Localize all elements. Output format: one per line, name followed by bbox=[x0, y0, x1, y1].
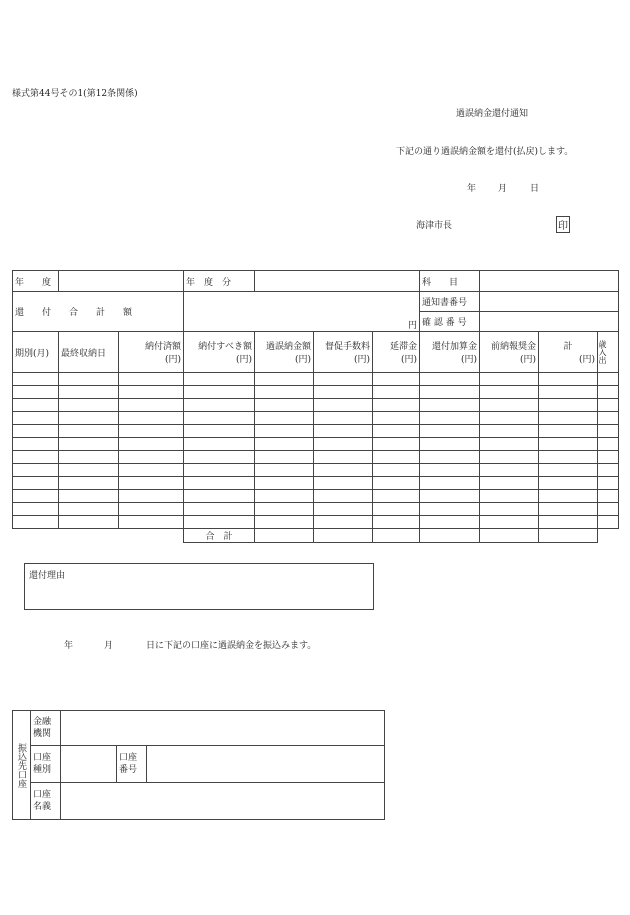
col-paid: 納付済額 (円) bbox=[119, 332, 184, 373]
table-cell[interactable] bbox=[13, 503, 59, 516]
table-row bbox=[13, 516, 619, 529]
table-row bbox=[13, 412, 619, 425]
table-cell[interactable] bbox=[598, 412, 619, 425]
table-cell[interactable] bbox=[184, 412, 255, 425]
table-cell[interactable] bbox=[184, 464, 255, 477]
total-blank-2 bbox=[598, 529, 619, 543]
issuer-name: 海津市長 bbox=[416, 221, 453, 231]
table-cell[interactable] bbox=[184, 503, 255, 516]
table-cell[interactable] bbox=[13, 425, 59, 438]
total-sum[interactable] bbox=[539, 529, 598, 543]
table-cell[interactable] bbox=[119, 412, 184, 425]
col-due: 納付すべき額 (円) bbox=[184, 332, 255, 373]
table-cell[interactable] bbox=[184, 386, 255, 399]
table-cell[interactable] bbox=[255, 386, 314, 399]
table-cell[interactable] bbox=[13, 516, 59, 529]
table-cell[interactable] bbox=[184, 451, 255, 464]
table-cell[interactable] bbox=[314, 412, 373, 425]
table-cell[interactable] bbox=[480, 490, 539, 503]
col-fee: 督促手数料 (円) bbox=[314, 332, 373, 373]
table-cell[interactable] bbox=[255, 516, 314, 529]
table-cell[interactable] bbox=[119, 503, 184, 516]
refund-reason-box[interactable] bbox=[24, 563, 374, 610]
table-cell[interactable] bbox=[314, 438, 373, 451]
yen-unit: 円 bbox=[407, 321, 417, 331]
table-cell[interactable] bbox=[184, 399, 255, 412]
transfer-account-label: 振込先口座 bbox=[13, 711, 31, 820]
date-day: 日 bbox=[530, 184, 540, 194]
table-cell[interactable] bbox=[314, 451, 373, 464]
table-cell[interactable] bbox=[119, 451, 184, 464]
col-period: 期別(月) bbox=[13, 332, 59, 373]
institution-label: 金融機関 bbox=[31, 711, 61, 746]
total-label: 合 計 bbox=[184, 529, 255, 543]
table-cell[interactable] bbox=[59, 438, 119, 451]
table-cell[interactable] bbox=[255, 399, 314, 412]
table-cell[interactable] bbox=[119, 425, 184, 438]
table-row bbox=[13, 477, 619, 490]
col-revenue: 歳入出 bbox=[598, 332, 619, 373]
table-cell[interactable] bbox=[480, 412, 539, 425]
table-cell[interactable] bbox=[184, 425, 255, 438]
account-number-value[interactable] bbox=[147, 746, 385, 783]
total-fee[interactable] bbox=[314, 529, 373, 543]
col-delay: 延滞金 (円) bbox=[373, 332, 420, 373]
subject-label: 科 目 bbox=[420, 271, 480, 292]
table-cell[interactable] bbox=[13, 386, 59, 399]
table-cell[interactable] bbox=[539, 464, 598, 477]
table-cell[interactable] bbox=[59, 464, 119, 477]
col-overpaid: 過誤納金額 (円) bbox=[255, 332, 314, 373]
subject-value[interactable] bbox=[480, 271, 619, 292]
seal-stamp: 印 bbox=[556, 216, 570, 233]
table-cell[interactable] bbox=[314, 399, 373, 412]
table-cell[interactable] bbox=[598, 477, 619, 490]
table-cell[interactable] bbox=[598, 451, 619, 464]
transfer-year: 年 bbox=[64, 641, 74, 651]
data-rows bbox=[13, 373, 619, 529]
table-cell[interactable] bbox=[480, 516, 539, 529]
table-cell[interactable] bbox=[59, 399, 119, 412]
fiscal-year-portion-value[interactable] bbox=[255, 271, 420, 292]
table-cell[interactable] bbox=[373, 516, 420, 529]
table-cell[interactable] bbox=[119, 477, 184, 490]
table-cell[interactable] bbox=[314, 490, 373, 503]
table-cell[interactable] bbox=[539, 451, 598, 464]
form-code: 様式第44号その1(第12条関係) bbox=[12, 89, 138, 99]
document-title: 過誤納金還付通知 bbox=[456, 109, 529, 119]
table-cell[interactable] bbox=[13, 373, 59, 386]
table-cell[interactable] bbox=[420, 399, 480, 412]
table-cell[interactable] bbox=[598, 373, 619, 386]
table-cell[interactable] bbox=[255, 464, 314, 477]
table-cell[interactable] bbox=[184, 477, 255, 490]
table-cell[interactable] bbox=[13, 477, 59, 490]
table-cell[interactable] bbox=[539, 477, 598, 490]
account-number-label: 口座番号 bbox=[117, 746, 147, 783]
table-cell[interactable] bbox=[184, 516, 255, 529]
fiscal-year-label: 年 度 bbox=[13, 271, 59, 292]
col-total: 計 (円) bbox=[539, 332, 598, 373]
date-year: 年 bbox=[467, 184, 477, 194]
bank-account-table bbox=[12, 710, 385, 820]
table-cell[interactable] bbox=[314, 503, 373, 516]
table-cell[interactable] bbox=[13, 451, 59, 464]
table-cell[interactable] bbox=[539, 399, 598, 412]
table-cell[interactable] bbox=[480, 477, 539, 490]
table-cell[interactable] bbox=[539, 516, 598, 529]
table-cell[interactable] bbox=[314, 373, 373, 386]
transfer-month: 月 bbox=[104, 641, 114, 651]
account-name-value[interactable] bbox=[61, 783, 385, 820]
table-row bbox=[13, 490, 619, 503]
col-prepay: 前納報奨金 (円) bbox=[480, 332, 539, 373]
table-cell[interactable] bbox=[373, 373, 420, 386]
table-cell[interactable] bbox=[255, 412, 314, 425]
table-cell[interactable] bbox=[59, 425, 119, 438]
table-cell[interactable] bbox=[480, 451, 539, 464]
table-cell[interactable] bbox=[119, 516, 184, 529]
table-cell[interactable] bbox=[13, 412, 59, 425]
table-cell[interactable] bbox=[255, 451, 314, 464]
table-cell[interactable] bbox=[598, 516, 619, 529]
table-row bbox=[13, 464, 619, 477]
table-cell[interactable] bbox=[373, 425, 420, 438]
table-cell[interactable] bbox=[184, 438, 255, 451]
account-name-label: 口座名義 bbox=[31, 783, 61, 820]
total-prepay[interactable] bbox=[480, 529, 539, 543]
table-cell[interactable] bbox=[59, 516, 119, 529]
refund-reason-label: 還付理由 bbox=[29, 571, 66, 581]
fiscal-year-value[interactable] bbox=[59, 271, 184, 292]
table-cell[interactable] bbox=[539, 503, 598, 516]
table-row bbox=[13, 451, 619, 464]
notice-number-value[interactable] bbox=[480, 292, 619, 312]
table-cell[interactable] bbox=[59, 386, 119, 399]
notice-number-label: 通知書番号 bbox=[420, 292, 480, 312]
table-cell[interactable] bbox=[598, 386, 619, 399]
table-cell[interactable] bbox=[314, 425, 373, 438]
total-refund-value[interactable] bbox=[184, 292, 420, 332]
table-cell[interactable] bbox=[255, 503, 314, 516]
transfer-sentence: 日に下記の口座に過誤納金を振込みます。 bbox=[146, 641, 317, 651]
refund-statement: 下記の通り過誤納金額を還付(払戻)します。 bbox=[396, 147, 574, 157]
table-cell[interactable] bbox=[480, 425, 539, 438]
table-cell[interactable] bbox=[13, 399, 59, 412]
table-row bbox=[13, 399, 619, 412]
table-cell[interactable] bbox=[314, 477, 373, 490]
total-overpaid[interactable] bbox=[255, 529, 314, 543]
table-cell[interactable] bbox=[420, 386, 480, 399]
table-cell[interactable] bbox=[480, 503, 539, 516]
table-cell[interactable] bbox=[59, 451, 119, 464]
table-cell[interactable] bbox=[255, 425, 314, 438]
table-cell[interactable] bbox=[420, 464, 480, 477]
table-cell[interactable] bbox=[373, 464, 420, 477]
table-cell[interactable] bbox=[598, 438, 619, 451]
table-cell[interactable] bbox=[420, 412, 480, 425]
table-cell[interactable] bbox=[373, 438, 420, 451]
table-cell[interactable] bbox=[420, 477, 480, 490]
table-cell[interactable] bbox=[480, 438, 539, 451]
table-row bbox=[13, 503, 619, 516]
table-row bbox=[13, 386, 619, 399]
table-cell[interactable] bbox=[420, 516, 480, 529]
date-month: 月 bbox=[498, 184, 508, 194]
table-cell[interactable] bbox=[184, 490, 255, 503]
table-cell[interactable] bbox=[539, 425, 598, 438]
table-cell[interactable] bbox=[480, 399, 539, 412]
table-cell[interactable] bbox=[539, 490, 598, 503]
table-cell[interactable] bbox=[119, 490, 184, 503]
table-cell[interactable] bbox=[420, 451, 480, 464]
table-cell[interactable] bbox=[119, 386, 184, 399]
table-cell[interactable] bbox=[539, 373, 598, 386]
table-cell[interactable] bbox=[255, 373, 314, 386]
col-addition: 還付加算金 (円) bbox=[420, 332, 480, 373]
table-cell[interactable] bbox=[13, 438, 59, 451]
table-cell[interactable] bbox=[420, 490, 480, 503]
table-cell[interactable] bbox=[119, 399, 184, 412]
table-cell[interactable] bbox=[13, 490, 59, 503]
table-cell[interactable] bbox=[373, 477, 420, 490]
table-cell[interactable] bbox=[598, 490, 619, 503]
table-cell[interactable] bbox=[59, 412, 119, 425]
table-cell[interactable] bbox=[480, 386, 539, 399]
account-type-value[interactable] bbox=[61, 746, 117, 783]
table-cell[interactable] bbox=[420, 425, 480, 438]
table-cell[interactable] bbox=[13, 464, 59, 477]
table-cell[interactable] bbox=[420, 373, 480, 386]
table-cell[interactable] bbox=[480, 464, 539, 477]
fiscal-year-portion-label: 年 度 分 bbox=[184, 271, 255, 292]
table-cell[interactable] bbox=[59, 503, 119, 516]
confirm-number-label: 確 認 番 号 bbox=[420, 312, 480, 332]
table-cell[interactable] bbox=[59, 477, 119, 490]
table-cell[interactable] bbox=[314, 386, 373, 399]
table-cell[interactable] bbox=[119, 373, 184, 386]
table-cell[interactable] bbox=[480, 373, 539, 386]
confirm-number-value[interactable] bbox=[480, 312, 619, 332]
table-cell[interactable] bbox=[119, 464, 184, 477]
table-cell[interactable] bbox=[255, 477, 314, 490]
table-cell[interactable] bbox=[184, 373, 255, 386]
table-cell[interactable] bbox=[539, 438, 598, 451]
account-type-label: 口座種別 bbox=[31, 746, 61, 783]
table-cell[interactable] bbox=[539, 386, 598, 399]
total-addition[interactable] bbox=[420, 529, 480, 543]
total-blank bbox=[13, 529, 184, 543]
table-cell[interactable] bbox=[373, 412, 420, 425]
table-cell[interactable] bbox=[59, 373, 119, 386]
table-cell[interactable] bbox=[420, 438, 480, 451]
institution-value[interactable] bbox=[61, 711, 385, 746]
table-cell[interactable] bbox=[373, 503, 420, 516]
table-cell[interactable] bbox=[255, 438, 314, 451]
refund-table bbox=[12, 270, 619, 543]
table-cell[interactable] bbox=[598, 425, 619, 438]
table-cell[interactable] bbox=[598, 503, 619, 516]
table-cell[interactable] bbox=[314, 516, 373, 529]
table-cell[interactable] bbox=[255, 490, 314, 503]
table-cell[interactable] bbox=[420, 503, 480, 516]
total-refund-label: 還 付 合 計 額 bbox=[13, 292, 184, 332]
table-cell[interactable] bbox=[598, 399, 619, 412]
col-last-date: 最終収納日 bbox=[59, 332, 119, 373]
table-row bbox=[13, 425, 619, 438]
total-delay[interactable] bbox=[373, 529, 420, 543]
table-cell[interactable] bbox=[59, 490, 119, 503]
table-row bbox=[13, 438, 619, 451]
table-cell[interactable] bbox=[539, 412, 598, 425]
table-row bbox=[13, 373, 619, 386]
table-cell[interactable] bbox=[373, 386, 420, 399]
table-cell[interactable] bbox=[598, 464, 619, 477]
table-cell[interactable] bbox=[314, 464, 373, 477]
table-cell[interactable] bbox=[373, 490, 420, 503]
table-cell[interactable] bbox=[373, 399, 420, 412]
table-cell[interactable] bbox=[373, 451, 420, 464]
table-cell[interactable] bbox=[119, 438, 184, 451]
